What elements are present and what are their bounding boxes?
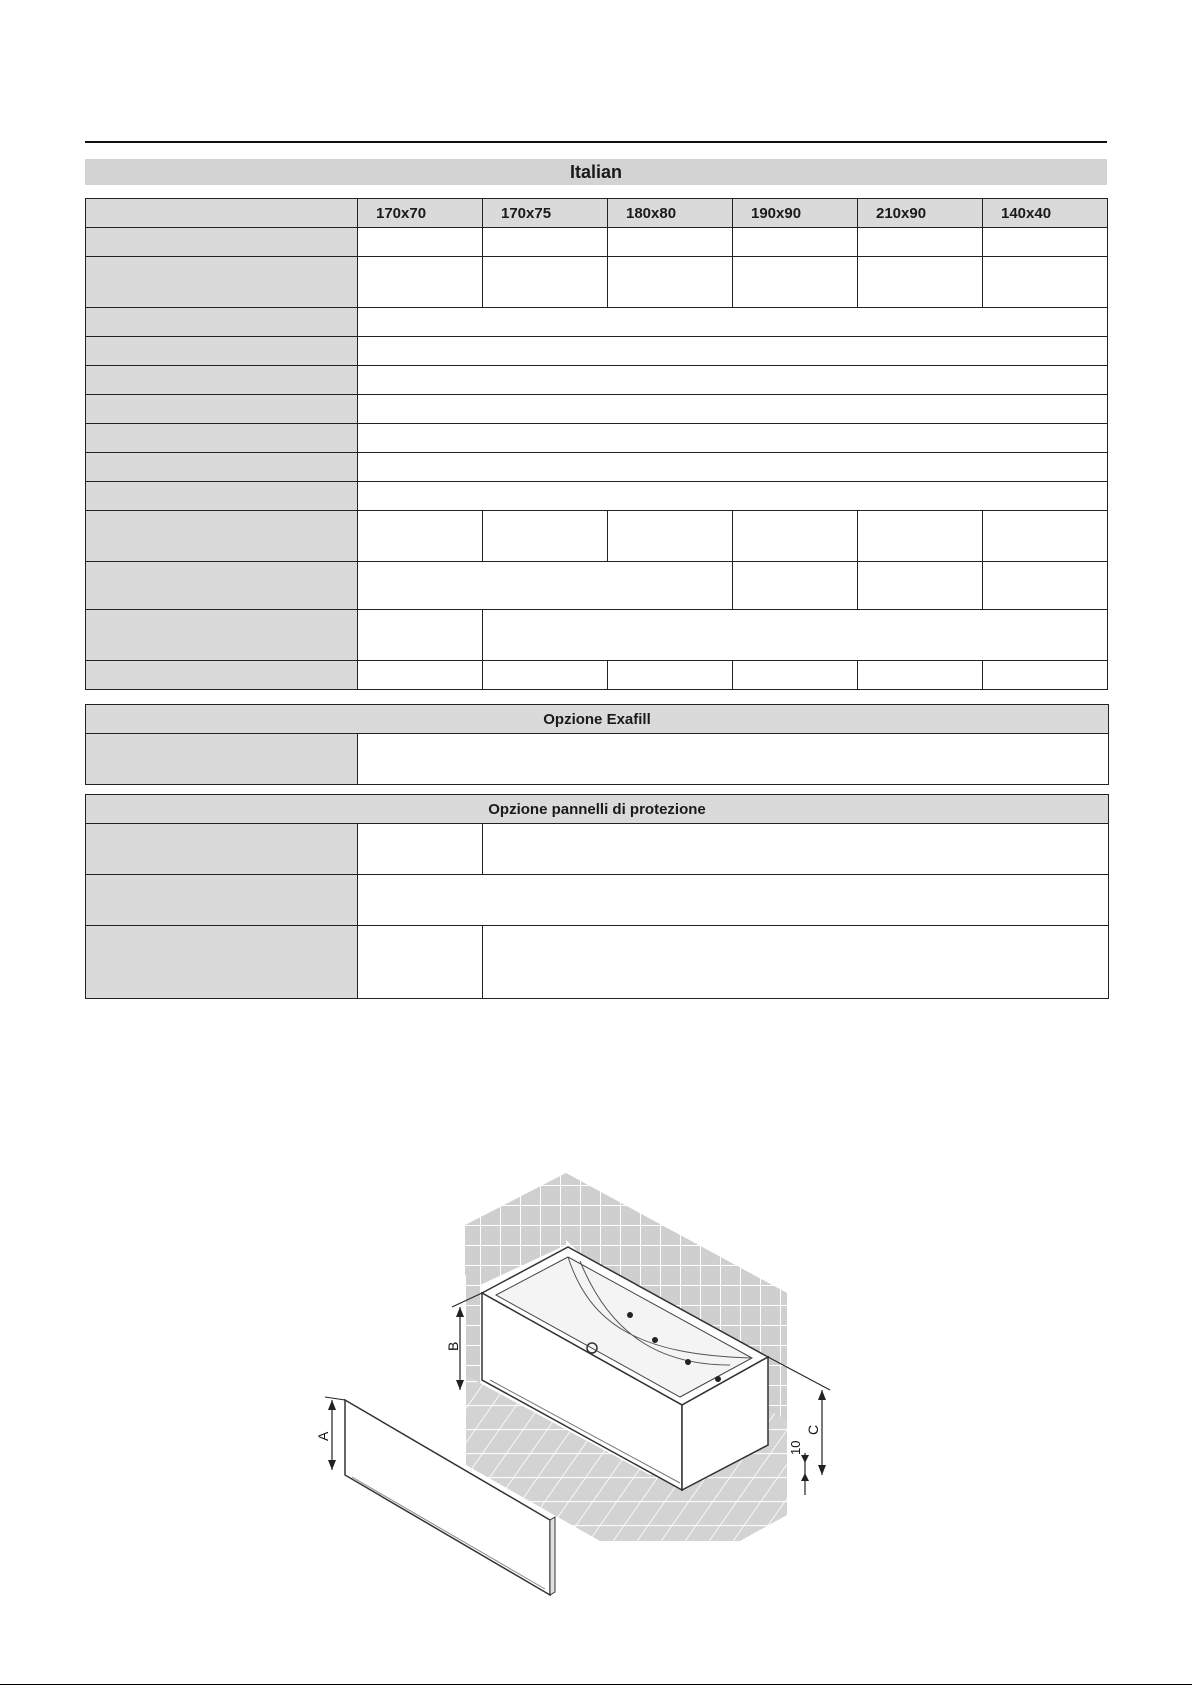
table-row [86, 228, 1108, 257]
exafill-section-title: Opzione Exafill [86, 705, 1109, 734]
table-row [86, 257, 1108, 308]
table-cell [358, 453, 1108, 482]
panels-table [85, 794, 1109, 999]
dimension-10-label: 10 [788, 1440, 803, 1455]
table-row [86, 424, 1108, 453]
table-row [86, 824, 1109, 875]
row-label [86, 610, 358, 661]
arrow-icon [818, 1390, 826, 1400]
arrow-icon [456, 1380, 464, 1390]
table-cell [358, 610, 483, 661]
table-cell [358, 824, 483, 875]
size-header: 140x40 [983, 199, 1108, 228]
table-cell [858, 562, 983, 610]
arrow-icon [818, 1465, 826, 1475]
table-cell [483, 661, 608, 690]
arrow-icon [328, 1460, 336, 1470]
section-header-row [86, 795, 1109, 824]
jet-icon [715, 1376, 721, 1382]
left-wall-tiles [300, 1165, 465, 1355]
table-cell [983, 661, 1108, 690]
table-cell [483, 228, 608, 257]
table-cell [983, 511, 1108, 562]
dimension-a-ext [325, 1397, 345, 1400]
table-cell [358, 395, 1108, 424]
row-label [86, 824, 358, 875]
table-cell [608, 511, 733, 562]
arrow-icon [801, 1455, 809, 1463]
table-cell [358, 482, 1108, 511]
table-cell [608, 661, 733, 690]
table-cell [358, 257, 483, 308]
table-row [86, 661, 1108, 690]
table-cell [858, 511, 983, 562]
table-cell [358, 308, 1108, 337]
table-row [86, 875, 1109, 926]
section-header-row [86, 705, 1109, 734]
row-label [86, 395, 358, 424]
table-cell [358, 875, 1109, 926]
arrow-icon [456, 1307, 464, 1317]
size-header: 210x90 [858, 199, 983, 228]
table-row [86, 453, 1108, 482]
table-row [86, 482, 1108, 511]
row-label [86, 228, 358, 257]
table-row [86, 610, 1108, 661]
table-row [86, 366, 1108, 395]
bathtub-drawing [300, 1165, 860, 1605]
spec-table [85, 198, 1108, 690]
row-label [86, 482, 358, 511]
table-cell [733, 661, 858, 690]
table-cell [358, 734, 1109, 785]
table-row [86, 734, 1109, 785]
size-header: 180x80 [608, 199, 733, 228]
row-label [86, 734, 358, 785]
table-cell [858, 257, 983, 308]
table-cell [358, 337, 1108, 366]
row-label [86, 511, 358, 562]
table-cell [358, 228, 483, 257]
table-cell [483, 511, 608, 562]
row-label [86, 337, 358, 366]
dimension-b-label: B [445, 1341, 461, 1351]
dimension-c-label: C [805, 1424, 821, 1435]
row-label [86, 926, 358, 999]
row-label [86, 453, 358, 482]
jet-icon [652, 1337, 658, 1343]
arrow-icon [801, 1473, 809, 1481]
page-title: Italian [85, 159, 1107, 185]
size-header: 170x70 [358, 199, 483, 228]
protection-panel-edge [550, 1517, 555, 1595]
table-row [86, 337, 1108, 366]
row-label [86, 875, 358, 926]
table-cell [733, 511, 858, 562]
panels-section-title: Opzione pannelli di protezione [86, 795, 1109, 824]
row-label [86, 366, 358, 395]
table-cell [733, 562, 858, 610]
table-row [86, 308, 1108, 337]
table-cell [358, 511, 483, 562]
table-cell [358, 562, 733, 610]
row-label [86, 424, 358, 453]
table-cell [483, 926, 1109, 999]
table-cell [483, 610, 1108, 661]
row-label [86, 257, 358, 308]
row-label [86, 661, 358, 690]
table-cell [608, 257, 733, 308]
arrow-icon [328, 1400, 336, 1410]
table-row [86, 511, 1108, 562]
exafill-table [85, 704, 1109, 785]
row-label [86, 562, 358, 610]
table-cell [483, 824, 1109, 875]
row-label [86, 308, 358, 337]
size-header: 170x75 [483, 199, 608, 228]
table-cell [983, 562, 1108, 610]
table-cell [733, 257, 858, 308]
table-cell [858, 661, 983, 690]
top-rule [85, 141, 1107, 143]
table-cell [358, 926, 483, 999]
dimension-a-label: A [315, 1431, 331, 1441]
table-header-row [86, 199, 1108, 228]
table-cell [358, 661, 483, 690]
table-row [86, 926, 1109, 999]
jet-icon [627, 1312, 633, 1318]
table-cell [483, 257, 608, 308]
header-label-cell [86, 199, 358, 228]
table-row [86, 395, 1108, 424]
table-cell [358, 424, 1108, 453]
jet-icon [685, 1359, 691, 1365]
table-cell [733, 228, 858, 257]
table-cell [608, 228, 733, 257]
table-cell [858, 228, 983, 257]
table-cell [983, 228, 1108, 257]
table-cell [358, 366, 1108, 395]
table-cell [983, 257, 1108, 308]
size-header: 190x90 [733, 199, 858, 228]
table-row [86, 562, 1108, 610]
